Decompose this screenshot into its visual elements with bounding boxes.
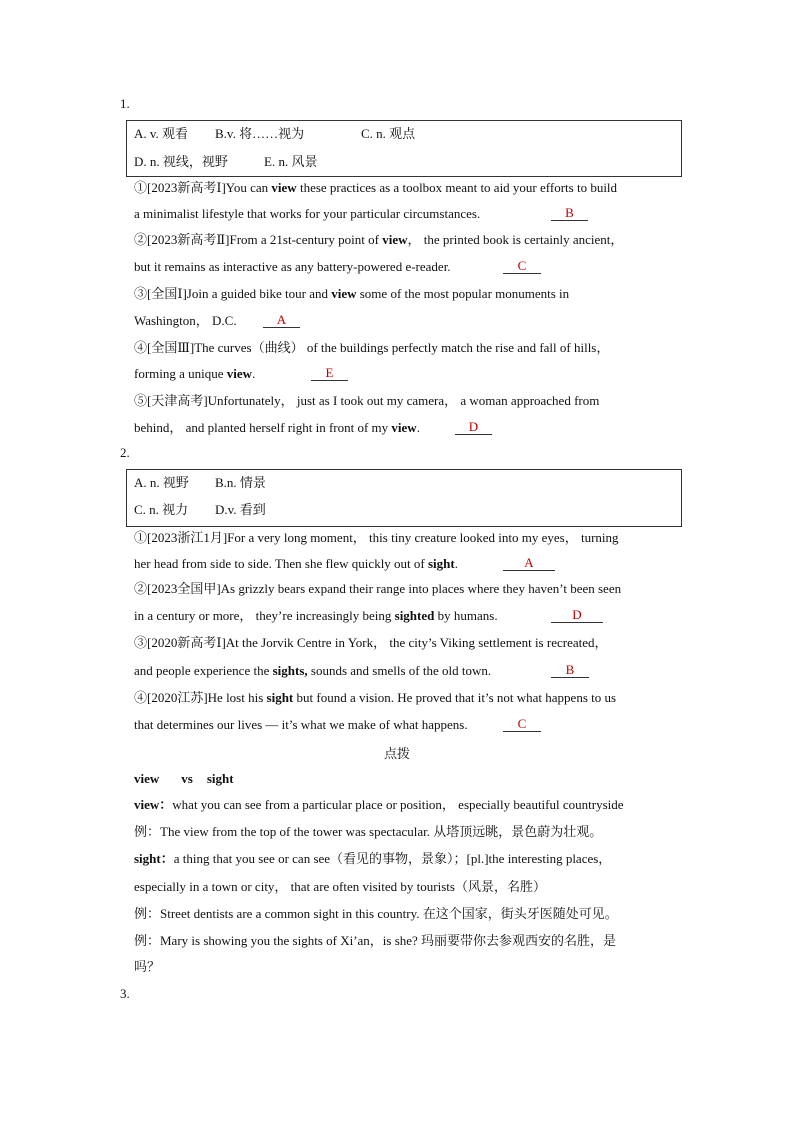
q2-item-4-line1: ④[2020江苏]He lost his sight but found a vision. He proved that it’s not what happens to us — [134, 690, 617, 705]
option-c: C. n. 观点 — [361, 126, 416, 141]
view-definition: view：what you can see from a particular place or position， especially beautiful countryside — [134, 797, 624, 812]
sight-definition-line2: especially in a town or city， that are often visited by tourists（风景，名胜） — [134, 879, 546, 894]
tip-heading: view vs sight — [134, 771, 234, 786]
q1-item-4-line2: forming a unique view. — [134, 366, 256, 381]
q2-item-1-line1: ①[2023浙江1月]For a very long moment， this tiny creature looked into my eyes， turning — [134, 530, 619, 545]
answer-blank: D — [455, 419, 492, 435]
answer-blank: A — [503, 555, 555, 571]
q2-item-3-line1: ③[2020新高考Ⅰ]At the Jorvik Centre in York， the city’s Viking settlement is recreated， — [134, 635, 608, 650]
sight-example-1: 例：Street dentists are a common sight in this country. 在这个国家，街头牙医随处可见。 — [134, 906, 618, 921]
answer-blank: A — [263, 312, 300, 328]
answer-blank: C — [503, 716, 541, 732]
option-d: D.v. 看到 — [215, 502, 266, 517]
q2-item-4-line2: that determines our lives — it’s what we make of what happens. — [134, 717, 468, 732]
q2-item-2-line1: ②[2023全国甲]As grizzly bears expand their range into places where they haven’t been seen — [134, 581, 622, 596]
sight-example-2-line2: 吗？ — [134, 959, 161, 974]
question-number-1: 1. — [120, 96, 130, 111]
option-d: D. n. 视线，视野 — [134, 154, 228, 169]
question-number-3: 3. — [120, 986, 130, 1001]
q1-item-2-line1: ②[2023新高考Ⅱ]From a 21st-century point of view， the printed book is certainly ancient， — [134, 232, 624, 247]
answer-blank: B — [551, 662, 589, 678]
option-c: C. n. 视力 — [134, 502, 189, 517]
q1-item-5-line2: behind， and planted herself right in front of my view. — [134, 420, 420, 435]
q1-item-2-line2: but it remains as interactive as any battery-powered e-reader. — [134, 259, 451, 274]
question-number-2: 2. — [120, 445, 130, 460]
q1-item-4-line1: ④[全国Ⅲ]The curves（曲线） of the buildings perfectly match the rise and fall of hills， — [134, 340, 610, 355]
answer-blank: E — [311, 365, 348, 381]
q2-item-1-line2: her head from side to side. Then she flew quickly out of sight. — [134, 556, 458, 571]
q1-item-5-line1: ⑤[天津高考]Unfortunately， just as I took out my camera， a woman approached from — [134, 393, 600, 408]
q1-item-3-line1: ③[全国Ⅰ]Join a guided bike tour and view some of the most popular monuments in — [134, 286, 570, 301]
q1-item-3-line2: Washington， D.C. — [134, 313, 237, 328]
q2-item-2-line2: in a century or more， they’re increasingly being sighted by humans. — [134, 608, 498, 623]
sight-example-2-line1: 例：Mary is showing you the sights of Xi’an，is she? 玛丽要带你去参观西安的名胜，是 — [134, 933, 617, 948]
view-example: 例：The view from the top of the tower was spectacular. 从塔顶远眺，景色蔚为壮观。 — [134, 824, 603, 839]
option-b: B.n. 情景 — [215, 475, 266, 490]
q2-item-3-line2: and people experience the sights, sounds and smells of the old town. — [134, 663, 492, 678]
answer-blank: B — [551, 205, 588, 221]
answer-blank: D — [551, 607, 603, 623]
sight-definition-line1: sight：a thing that you see or can see（看见的事物，景象）；[pl.]the interesting places， — [134, 851, 612, 866]
options-box-1 — [126, 120, 682, 177]
option-b: B.v. 将……视为 — [215, 126, 305, 141]
option-a: A. v. 观看 — [134, 126, 189, 141]
q1-item-1-line1: ①[2023新高考Ⅰ]You can view these practices as a toolbox meant to aid your efforts to build — [134, 180, 618, 195]
tip-title: 点拨 — [383, 746, 410, 761]
options-box-2 — [126, 469, 682, 527]
answer-blank: C — [503, 258, 541, 274]
option-a: A. n. 视野 — [134, 475, 189, 490]
option-e: E. n. 风景 — [264, 154, 318, 169]
q1-item-1-line2: a minimalist lifestyle that works for your particular circumstances. — [134, 206, 481, 221]
